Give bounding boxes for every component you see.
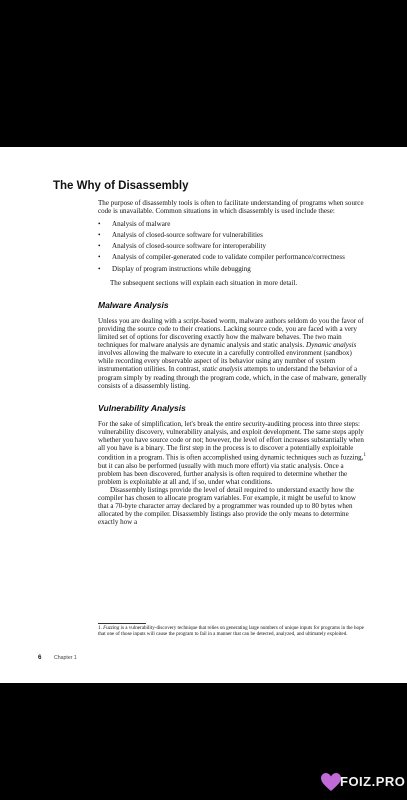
footnote-divider (98, 623, 146, 624)
vulnerability-paragraph-1: For the sake of simplification, let's break the entire security-auditing process into three steps: vulnerability discovery, vulnerability analysis, and exploit development. The same steps apply whether you have source code or not; however, the level of effort increases substantially when all you have is a binary. The first step in the process is to discover a potentially exploitable condition in a program. This is often accomplished using dynamic techniques such as fuzzing,$^1$ but it can also be performed (usually with much more effort) via static analysis. Once a problem has been discovered, further analysis is often required to determine whether the problem is exploitable at all and, if so, under what conditions. (98, 419, 366, 486)
watermark-text: FOIZ.PRO (340, 774, 406, 789)
intro-paragraph: The purpose of disassembly tools is often to facilitate understanding of programs when source code is unavailable. Common situations in which disassembly is used include these: (98, 199, 364, 216)
body-text (98, 199, 368, 526)
malware-paragraph: Unless you are dealing with a script-based worm, malware authors seldom do you the favor of providing the source code to their creations. Lacking source code, you are faced with a very limited set of options for discovering exactly how the malware behaves. The two main techniques for malware analysis are dynamic analysis and static analysis. Dynamic analysis involves allowing the malware to execute in a carefully controlled environment (sandbox) while recording every observable aspect of its behavior using any number of system instrumentation utilities. In contrast, static analysis attempts to understand the behavior of a program simply by reading through the program code, which, in the case of malware, generally consists of a disassembly listing. (98, 316, 367, 390)
term-static-analysis: static analysis (202, 365, 243, 374)
footnote-reference[interactable]: 1 (363, 453, 366, 459)
section-heading: The Why of Disassembly (53, 180, 189, 192)
list-item: • Analysis of malware (98, 220, 171, 229)
list-item: • Analysis of compiler-generated code to validate compiler performance/correctness (98, 253, 345, 262)
bullet-icon: • (98, 242, 101, 251)
bullet-icon: • (98, 253, 101, 262)
heart-icon (320, 772, 342, 792)
page-number: 6 (38, 654, 42, 661)
chapter-label: Chapter 1 (54, 655, 77, 661)
term-dynamic-analysis: Dynamic analysis (306, 341, 357, 350)
use-case-list (98, 220, 368, 272)
vulnerability-paragraph-2: Disassembly listings provide the level of detail required to understand exactly how the compiler has chosen to allocate program variables. For example, it might be useful to know that a 70-byte character array declared by a programmer was rounded up to 80 bytes when allocated by the compiler. Disassembly listings also provide the only means to determine exactly how a (98, 485, 356, 527)
vulnerability-analysis-heading: Vulnerability Analysis (98, 402, 186, 413)
list-item: • Analysis of closed-source software for interoperability (98, 242, 267, 251)
bullet-icon: • (98, 231, 101, 240)
book-page (0, 147, 407, 683)
watermark (320, 770, 404, 794)
list-item: • Analysis of closed-source software for vulnerabilities (98, 231, 263, 240)
bullet-icon: • (98, 264, 101, 273)
after-list-paragraph: The subsequent sections will explain each situation in more detail. (110, 278, 298, 287)
footnote: 1. Fuzzing is a vulnerability-discovery technique that relies on generating large numbers of unique inputs for programs in the hope that one of those inputs will cause the program to fail in a manner that can be detected, analyzed, and ultimately exploited. (98, 625, 364, 637)
bullet-icon: • (98, 220, 101, 229)
list-item: • Display of program instructions while debugging (98, 264, 251, 273)
malware-analysis-heading: Malware Analysis (98, 299, 169, 310)
term-fuzzing: Fuzzing (103, 625, 120, 631)
